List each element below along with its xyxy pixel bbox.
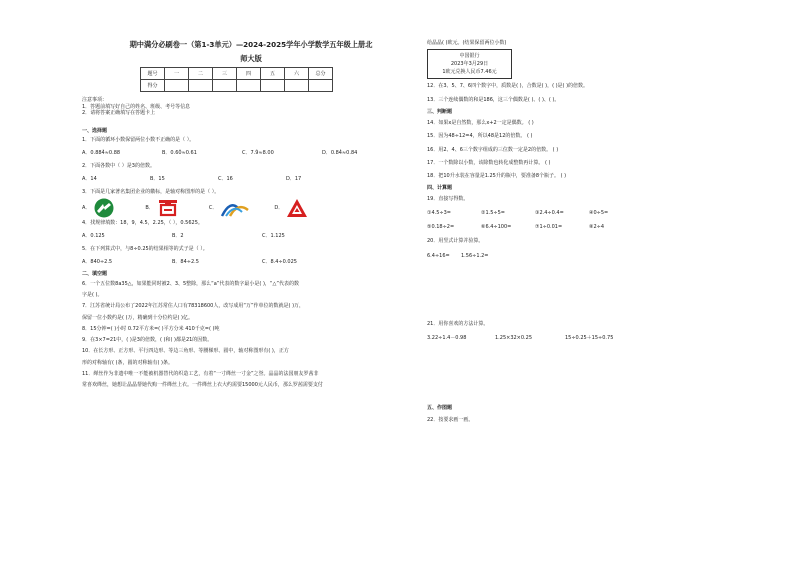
score-input-cell[interactable] [261, 80, 285, 92]
section-choice [82, 128, 420, 266]
question-9: 9．在3×7=21中，( )是3的倍数，( )和( )都是21的因数。 [82, 337, 213, 344]
note-item: 1．答题前填写好自己的姓名、班级、考号等信息 [82, 103, 191, 110]
q3-option-d[interactable]: D． [274, 204, 284, 211]
section-fill [82, 271, 420, 389]
score-input-cell[interactable] [237, 80, 261, 92]
question-18: 18．把10升水装在容量是1.25升的瓶中，要准备8个瓶子。 ( ) [427, 173, 567, 179]
question-7: 7．江苏省统计局公布了2022年江苏常住人口有78318600人，改写成用“万”作单位的数就是( )万， [82, 303, 305, 310]
question-19: 19．直接写得数。 [427, 195, 469, 202]
note-item: 2．请将答案正确填写在答题卡上 [82, 109, 156, 116]
q1-option-d[interactable]: D．0.84̇≈0.84 [322, 149, 358, 156]
logo-b-icon [157, 198, 179, 218]
score-cell: 一 [165, 68, 189, 80]
calc-item: ⑤0.18÷2= [427, 224, 455, 230]
section-heading: 一、选择题 [82, 128, 108, 135]
mixed-calc-item: 15÷0.25＋15÷0.75 [565, 335, 614, 341]
calc-item: ③2.4÷0.4= [535, 209, 564, 216]
q1-option-a[interactable]: A．0.884̇≈0.88 [82, 149, 121, 156]
q1-options [82, 150, 420, 156]
question-15: 15．因为48÷12=4，所以48是12的倍数。 ( ) [427, 133, 533, 140]
q4-option-b[interactable]: B．2 [172, 232, 184, 239]
q2-option-d[interactable]: D．17 [286, 176, 302, 183]
score-cell: 三 [213, 68, 237, 80]
rate-value: 1欧元兑换人民币7.46元 [442, 69, 497, 76]
q5-options [82, 259, 420, 265]
question-20: 20．用竖式计算并验算。 [427, 238, 484, 245]
q20-items [427, 253, 727, 259]
calc-item: ④0÷5= [589, 209, 609, 216]
question-21: 21．用你喜欢的方法计算。 [427, 320, 489, 327]
question-11-end: 给晶晶( )欧元。(结果保留两位小数) [427, 40, 507, 46]
logo-c-icon [220, 198, 250, 218]
score-input-cell[interactable] [165, 80, 189, 92]
question-10: 10．在长方形、正方形、平行四边形、等边三角形、等腰梯形、圆中，轴对称图形有( )，正方 [82, 348, 289, 355]
rate-date: 2023年3月29日 [450, 61, 489, 68]
score-value-row [141, 80, 333, 92]
score-input-cell[interactable] [309, 80, 333, 92]
q1-option-b[interactable]: B．0.60̇≈0.61 [162, 149, 197, 156]
calc-item: ①4.5÷3= [427, 209, 451, 216]
question-10-cont: 形的对称轴有( )条，圆的对称轴有( )条。 [82, 359, 173, 366]
notes [82, 97, 420, 116]
question-6: 6．一个五位数8a35△，如果能同时被2、3、5整除，那么“a”代表的数字最小是( )，“△”代表的数 [82, 280, 299, 287]
left-column [82, 38, 420, 388]
mixed-calc-item: 3.22÷1.4－0.98 [427, 335, 467, 341]
q2-option-c[interactable]: C．16 [218, 176, 233, 183]
question-14: 14．如果x是自然数，那么x+2一定是偶数。 ( ) [427, 120, 534, 126]
question-4: 4．找规律填数：18，9，4.5，2.25，（ ），0.5625。 [82, 219, 203, 226]
section-heading: 三、判断题 [427, 108, 453, 115]
q4-options [82, 233, 420, 239]
score-header-row [141, 68, 333, 80]
section-heading: 四、计算题 [427, 185, 453, 192]
score-table [140, 67, 333, 92]
question-7-cont: 保留一位小数约是( )万，精确到十分位约是( )亿。 [82, 314, 193, 321]
q3-options [82, 198, 420, 218]
question-11-cont: 常喜欢缂丝，她想让晶晶帮她代购一件缂丝上衣。一件缂丝上衣大约需要15000元人民币，那么罗茜需要支付 [82, 382, 323, 389]
score-cell: 六 [285, 68, 309, 80]
question-5: 5．在下列算式中，与8÷0.25的结果相等的式子是（ ）。 [82, 246, 208, 253]
q2-option-b[interactable]: B．15 [150, 176, 165, 183]
calc-item: ⑦1÷0.01= [535, 224, 563, 230]
q4-option-c[interactable]: C．1.125 [262, 232, 285, 239]
q3-option-c[interactable]: C． [208, 204, 218, 211]
logo-d-icon [286, 198, 308, 218]
score-cell: 二 [189, 68, 213, 80]
calc-item: ⑥6.4÷100= [481, 224, 512, 230]
calc-item: ⑧2÷4 [589, 224, 605, 230]
question-17: 17．一个数除以小数，该除数也转化成整数再计算。 ( ) [427, 159, 551, 166]
question-16: 16．用2、4、6三个数字组成的三位数一定是2的倍数。 ( ) [427, 146, 559, 153]
question-12: 12．在3、5、7、6四个数字中，质数是( )，合数是( )，( )是( )的倍数。 [427, 83, 589, 90]
q3-option-a[interactable]: A． [82, 204, 91, 211]
q19-row-1 [427, 210, 727, 216]
question-22: 22．按要求画一画。 [427, 416, 474, 423]
question-13: 13．三个连续偶数的和是186，这三个偶数是( )、( )、( )。 [427, 96, 560, 103]
vertical-calc-item: 1.56÷1.2= [461, 252, 489, 259]
question-1: 1．下面的循环小数保留两位小数不正确的是（ ）。 [82, 137, 195, 144]
calc-item: ②1.5÷5= [481, 209, 505, 216]
score-input-cell[interactable] [285, 80, 309, 92]
q1-option-c[interactable]: C．7.9̇≈8.00 [242, 149, 274, 156]
score-input-cell[interactable] [189, 80, 213, 92]
score-label-cell: 得分 [141, 80, 165, 92]
mixed-calc-item: 1.25×32×0.25 [495, 335, 533, 341]
question-3: 3．下面是几家著名集团企业的徽标，是轴对称图形的是（ ）。 [82, 189, 220, 196]
score-cell: 五 [261, 68, 285, 80]
question-8: 8．15分钟=( )小时 0.72平方米=( )平方分米 410千克=( )吨 [82, 325, 220, 332]
q3-option-b[interactable]: B． [145, 204, 154, 211]
q21-items [427, 335, 727, 341]
logo-a-icon [93, 198, 115, 218]
q2-option-a[interactable]: A．14 [82, 176, 97, 183]
score-input-cell[interactable] [213, 80, 237, 92]
question-11: 11．缂丝作为非遗中唯一不能被机器替代的织造工艺，有着“一寸缂丝一寸金”之誉。晶晶的法国朋友罗茜非 [82, 370, 319, 377]
q19-row-2 [427, 224, 727, 230]
q2-options [82, 176, 420, 182]
q5-option-b[interactable]: B．84÷2.5 [172, 259, 199, 266]
section-heading: 五、作图题 [427, 405, 453, 412]
question-2: 2．下面各数中（ ）是3的倍数。 [82, 162, 155, 169]
notes-heading: 注意事项： [82, 97, 108, 104]
question-6-cont: 字是( )。 [82, 292, 103, 299]
bank-name: 中国银行 [459, 53, 480, 60]
q5-option-a[interactable]: A．840÷2.5 [82, 259, 113, 266]
vertical-calc-item: 6.4÷16= [427, 252, 450, 259]
score-cell: 四 [237, 68, 261, 80]
exchange-rate-box [427, 49, 512, 79]
right-column [427, 40, 727, 423]
score-cell: 题号 [141, 68, 165, 80]
exam-title [82, 38, 420, 65]
score-cell: 总分 [309, 68, 333, 80]
title-line-2: 师大版 [240, 53, 262, 63]
section-heading: 二、填空题 [82, 270, 108, 277]
q5-option-c[interactable]: C．8.4÷0.025 [262, 259, 297, 266]
q4-option-a[interactable]: A．0.125 [82, 232, 105, 239]
title-line-1: 期中满分必刷卷一（第1-3单元）—2024-2025学年小学数学五年级上册北 [129, 40, 373, 49]
